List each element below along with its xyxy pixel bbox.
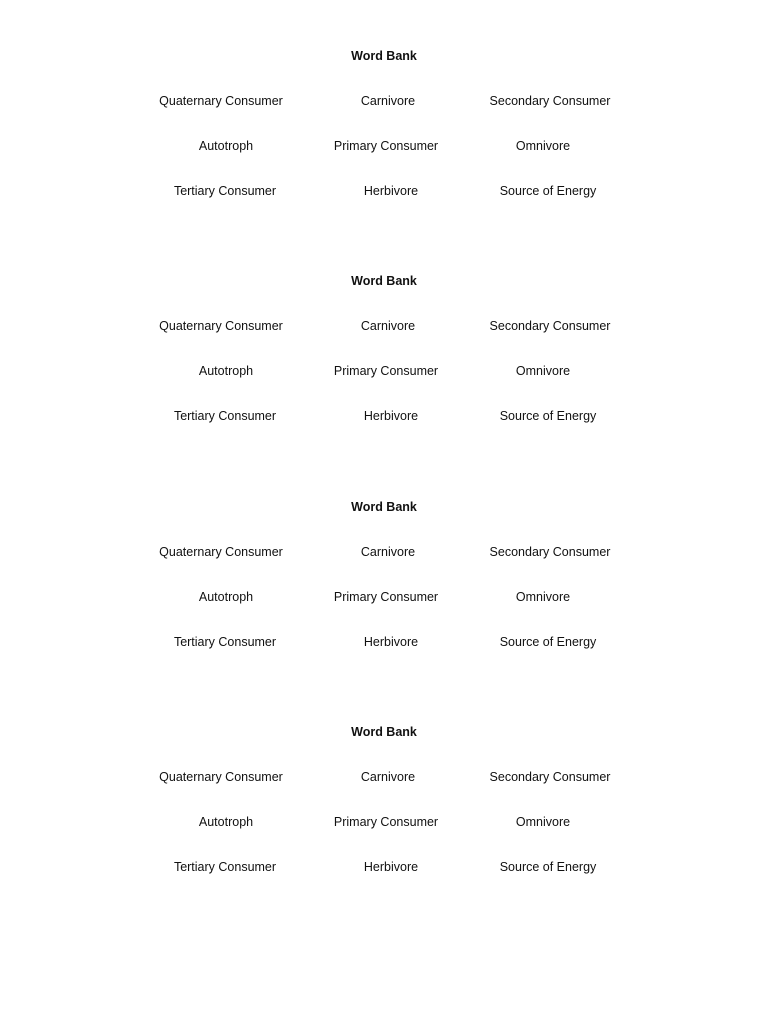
word-omnivore: Omnivore bbox=[515, 590, 571, 604]
word-tertiary-consumer: Tertiary Consumer bbox=[173, 860, 277, 874]
word-bank-title: Word Bank bbox=[351, 274, 417, 288]
word-source-of-energy: Source of Energy bbox=[499, 409, 597, 423]
word-autotroph: Autotroph bbox=[198, 590, 254, 604]
word-bank-3 bbox=[0, 499, 768, 689]
word-quaternary-consumer: Quaternary Consumer bbox=[159, 545, 283, 559]
word-omnivore: Omnivore bbox=[515, 815, 571, 829]
word-autotroph: Autotroph bbox=[198, 139, 254, 153]
word-tertiary-consumer: Tertiary Consumer bbox=[173, 409, 277, 423]
word-herbivore: Herbivore bbox=[363, 635, 419, 649]
word-secondary-consumer: Secondary Consumer bbox=[489, 319, 611, 333]
word-omnivore: Omnivore bbox=[515, 364, 571, 378]
word-herbivore: Herbivore bbox=[363, 184, 419, 198]
word-quaternary-consumer: Quaternary Consumer bbox=[159, 770, 283, 784]
word-autotroph: Autotroph bbox=[198, 364, 254, 378]
word-carnivore: Carnivore bbox=[360, 545, 416, 559]
word-primary-consumer: Primary Consumer bbox=[333, 590, 439, 604]
word-source-of-energy: Source of Energy bbox=[499, 635, 597, 649]
word-bank-4 bbox=[0, 724, 768, 914]
word-secondary-consumer: Secondary Consumer bbox=[489, 770, 611, 784]
word-primary-consumer: Primary Consumer bbox=[333, 364, 439, 378]
word-source-of-energy: Source of Energy bbox=[499, 184, 597, 198]
word-herbivore: Herbivore bbox=[363, 409, 419, 423]
word-autotroph: Autotroph bbox=[198, 815, 254, 829]
word-primary-consumer: Primary Consumer bbox=[333, 139, 439, 153]
word-carnivore: Carnivore bbox=[360, 770, 416, 784]
word-herbivore: Herbivore bbox=[363, 860, 419, 874]
word-omnivore: Omnivore bbox=[515, 139, 571, 153]
word-secondary-consumer: Secondary Consumer bbox=[489, 545, 611, 559]
word-quaternary-consumer: Quaternary Consumer bbox=[159, 319, 283, 333]
word-tertiary-consumer: Tertiary Consumer bbox=[173, 184, 277, 198]
word-bank-title: Word Bank bbox=[351, 725, 417, 739]
word-tertiary-consumer: Tertiary Consumer bbox=[173, 635, 277, 649]
word-quaternary-consumer: Quaternary Consumer bbox=[159, 94, 283, 108]
word-carnivore: Carnivore bbox=[360, 319, 416, 333]
word-bank-title: Word Bank bbox=[351, 49, 417, 63]
word-bank-2 bbox=[0, 273, 768, 463]
word-carnivore: Carnivore bbox=[360, 94, 416, 108]
word-secondary-consumer: Secondary Consumer bbox=[489, 94, 611, 108]
word-primary-consumer: Primary Consumer bbox=[333, 815, 439, 829]
word-bank-title: Word Bank bbox=[351, 500, 417, 514]
word-bank-1 bbox=[0, 48, 768, 238]
word-source-of-energy: Source of Energy bbox=[499, 860, 597, 874]
